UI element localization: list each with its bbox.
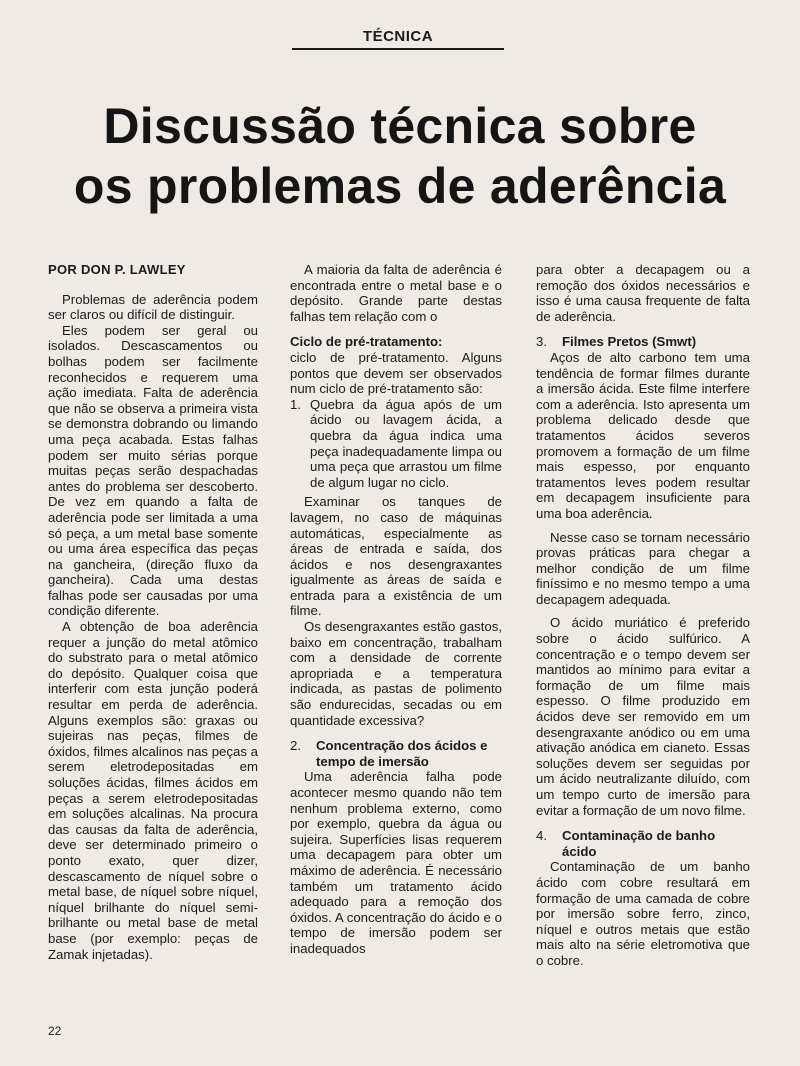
heading-number: 4. (536, 828, 547, 844)
numbered-heading (536, 828, 750, 859)
paragraph: para obter a decapagem ou a remoção dos óxidos necessários e isso é uma causa frequente de falta de aderência. (536, 262, 750, 324)
section-label: TÉCNICA (362, 28, 434, 45)
title-line-1: Discussão técnica sobre (103, 98, 697, 154)
subheading: Ciclo de pré-tratamento: (290, 334, 443, 350)
byline: POR DON P. LAWLEY (48, 262, 186, 277)
heading-number: 2. (290, 738, 301, 754)
list-item (290, 397, 502, 491)
paragraph: Os desengraxantes estão gastos, baixo em concentração, trabalham com a densidade de corrente apropriada e a temperatura indicada, as pastas de polimento são endurecidas, secadas ou em quantidade excessiva? (290, 619, 502, 728)
paragraph: Nesse caso se tornam necessário provas práticas para chegar a melhor condição de um filme finíssimo e no mesmo tempo a uma decapagem adequada. (536, 529, 750, 607)
list-item-text: Quebra da água após de um ácido ou lavagem ácida, a quebra da água indica uma peça inadequadamente limpa ou uma peça que arrastou um filme de algum lugar no ciclo. (310, 396, 502, 490)
heading-number: 3. (536, 334, 547, 350)
column-3 (536, 262, 750, 969)
title-line-2: os problemas de aderência (73, 158, 727, 214)
paragraph: A maioria da falta de aderência é encontrada entre o metal base e o depósito. Grande parte destas falhas tem relação com o (290, 262, 502, 324)
article-title (30, 96, 770, 216)
paragraph: Examinar os tanques de lavagem, no caso de máquinas automáticas, especialmente as áreas de entrada e saída, dos ácidos e nos desengraxantes igualmente as áreas de saída e entrada para a existência de um filme. (290, 494, 502, 619)
paragraph: Contaminação de um banho ácido com cobre resultará em formação de uma camada de cobre por imersão sobre ferro, zinco, níquel e outros metais que estão mais alto na série eletromotiva que o cobre. (536, 859, 750, 968)
paragraph: Eles podem ser geral ou isolados. Descascamentos ou bolhas podem ser facilmente reconhecidos e requerem uma ação imediata. Falta de aderência que não se observa a primeira vista se demonstra dobrando ou limando uma peça acabada. Estas falhas podem ser muito sérias porque muitas peças serão despachadas antes do problema ser descoberto. De vez em quando a falta de aderência pode ser limitada a uma só peça, a um metal base somente ou uma área específica das peças na gancheira, (direção fluxo da gancheira). Cada uma destas falhas pode ser causadas por uma condição diferente. (48, 322, 258, 619)
column-2 (290, 262, 502, 957)
numbered-heading (536, 334, 750, 350)
list-item-number: 1. (290, 396, 301, 412)
paragraph: Uma aderência falha pode acontecer mesmo quando não tem nenhum problema externo, como por exemplo, quebra da água ou sujeira. Superfícies lisas requerem uma decapagem para obter um máximo de aderência. É necessário também um tratamento ácido adequado para a remoção dos óxidos. A concentração do ácido e o tempo de imersão podem ser inadequados (290, 769, 502, 956)
heading-text: Concentração dos ácidos e tempo de imersão (316, 738, 488, 769)
page-number: 22 (48, 1024, 62, 1038)
numbered-heading (290, 738, 502, 769)
heading-text: Filmes Pretos (Smwt) (562, 334, 697, 350)
paragraph: Problemas de aderência podem ser claros ou difícil de distinguir. (48, 291, 258, 323)
column-1 (48, 262, 258, 962)
paragraph: A obtenção de boa aderência requer a junção do metal atômico do substrato para o metal atômico do depósito. Qualquer coisa que interferir com esta junção poderá resultar em perda de aderência. Alguns exemplos são: graxas ou sujeiras nas peças, filmes de óxidos, filmes alcalinos nas peças a serem eletrodepositadas em soluções ácidas, filmes ácidos em peças a serem eletrodepositadas em soluções alcalinas. Na procura das causas da falta de aderência, deve ser determinado primeiro o ponto exato, quer dizer, descascamento de níquel sobre o metal base, de níquel sobre níquel, níquel brilhante do níquel semi-brilhante ou metal base de metal base (por exemplo: peças de Zamak injetadas). (48, 619, 258, 962)
heading-text: Contaminação de banho ácido (562, 828, 716, 859)
paragraph: O ácido muriático é preferido sobre o ácido sulfúrico. A concentração e o tempo devem ser mantidos ao mínimo para evitar a formação de um filme mais espesso. O filme produzido em ácidos deve ser removido em um desengraxante anódico ou em uma ativação anódica em cianeto. Essas soluções devem ser seguidas por um ácido neutralizante diluído, com um tempo curto de imersão para evitar a formação de um novo filme. (536, 615, 750, 818)
paragraph: Aços de alto carbono tem uma tendência de formar filmes durante a imersão ácida. Este filme interfere com a aderência. Isto apresenta um problema delicado desde que tratamentos ácidos severos promovem a formação de um filme mais espesso, por enquanto tratamentos leves podem resultar em decapagem insuficiente para uma boa aderência. (536, 349, 750, 521)
section-rule (292, 48, 504, 50)
paragraph: ciclo de pré-tratamento. Alguns pontos que devem ser observados num ciclo de pré-tratamento são: (290, 349, 502, 397)
